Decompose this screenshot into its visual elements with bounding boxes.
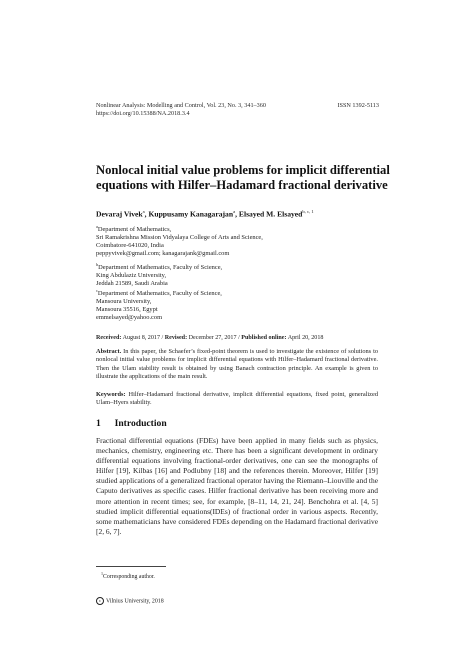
author-2-sup: a bbox=[233, 209, 236, 214]
title-line-2: equations with Hilfer–Hadamard fractional derivative bbox=[96, 178, 388, 192]
date-separator: / bbox=[161, 335, 164, 341]
doi-link[interactable]: https://doi.org/10.15388/NA.2018.3.4 bbox=[96, 110, 190, 117]
received-date: August 8, 2017 bbox=[122, 335, 160, 341]
affiliation-a-line: Coimbatore-641020, India bbox=[96, 242, 164, 250]
affiliation-a-line: Department of Mathematics, bbox=[97, 226, 172, 234]
journal-header bbox=[96, 102, 266, 118]
publication-dates bbox=[96, 335, 323, 341]
affiliation-c-line: Mansoura 35516, Egypt bbox=[96, 306, 158, 314]
author-1-sup: a bbox=[142, 209, 145, 214]
journal-line: Nonlinear Analysis: Modelling and Control, Vol. 23, No. 3, 341–360 bbox=[96, 102, 266, 109]
affiliation-b bbox=[96, 261, 222, 288]
affiliation-b-line: King Abdulaziz University, bbox=[96, 272, 167, 280]
published-label: Published online: bbox=[241, 335, 287, 341]
affiliation-c-line: Department of Mathematics, Faculty of Science, bbox=[97, 290, 222, 298]
author-3-sup: b, c, 1 bbox=[302, 209, 314, 214]
section-heading bbox=[96, 418, 167, 429]
footnote bbox=[101, 571, 155, 580]
revised-date: December 27, 2017 bbox=[188, 335, 237, 341]
keywords-text: Hilfer–Hadamard fractional derivative, implicit differential equations, fixed point, generalized Ulam–Hyers stability. bbox=[96, 391, 378, 407]
affiliation-a-line: Sri Ramakrishna Mission Vidyalaya College of Arts and Science, bbox=[96, 234, 263, 242]
section-number: 1 bbox=[96, 418, 101, 429]
keywords bbox=[96, 391, 378, 408]
copyright-text: Vilnius University, 2018 bbox=[106, 598, 164, 605]
intro-paragraph: Fractional differential equations (FDEs) have been applied in many fields such as physics, mechanics, chemistry, engineering etc. There has been a significant development in ordinary differential equations involving fractional-order derivatives, one can see the monographs of Hilfer [19], Kilbas [16] and Podlubny [18] and the references therein. Moreover, Hilfer [19] studied applications of a generalized fractional operator having the Riemann–Liouville and the Caputo derivatives as specific cases. Hilfer fractional derivative has been receiving more and more attention in recent times; see, for example, [8–11, 14, 21, 24]. Benchohra et al. [4, 5] studied implicit differential equations(IDEs) of fractional order in various aspects. Recently, some mathematicians have considered FDEs depending on the Hadamard fractional derivative [2, 6, 7]. bbox=[96, 436, 378, 536]
published-date: April 20, 2018 bbox=[287, 335, 324, 341]
issn: ISSN 1392-5113 bbox=[337, 102, 379, 109]
keywords-label: Keywords: bbox=[96, 391, 126, 398]
footnote-rule bbox=[96, 566, 166, 567]
section-title: Introduction bbox=[114, 418, 167, 429]
author-list: Devaraj Vivek$^a$, Kuppusamy Kanagarajan$^a$, Elsayed M. Elsayed$^{b, c, 1}$ bbox=[96, 209, 314, 219]
received-label: Received: bbox=[96, 335, 122, 341]
affiliation-c-sup: c bbox=[96, 288, 98, 293]
title-line-1: Nonlocal initial value problems for implicit differential bbox=[96, 163, 390, 177]
abstract-text: In this paper, the Schaefer’s fixed-point theorem is used to investigate the existence of solutions to nonlocal initial value problems for implicit differential equations with Hilfer–Hadamard fractional derivative. Then the Ulam stability result is obtained by using Banach contraction principle. An example is given to illustrate the applications of the main result. bbox=[96, 348, 378, 381]
author-2: Kuppusamy Kanagarajan bbox=[148, 209, 234, 219]
affiliation-b-sup: b bbox=[96, 262, 99, 267]
copyright bbox=[96, 597, 164, 605]
paper-title bbox=[96, 163, 390, 193]
footnote-text: Corresponding author. bbox=[103, 573, 155, 580]
copyright-icon: c bbox=[96, 597, 104, 605]
affiliation-a-email[interactable]: peppyvivek@gmail.com; kanagarajank@gmail.com bbox=[96, 250, 230, 258]
affiliation-a bbox=[96, 223, 263, 259]
author-3: Elsayed M. Elsayed bbox=[238, 209, 303, 219]
affiliation-c-line: Mansoura University, bbox=[96, 298, 152, 306]
abstract-label: Abstract. bbox=[96, 348, 122, 355]
date-separator: / bbox=[238, 335, 240, 341]
affiliation-b-line: Jeddah 21589, Saudi Arabia bbox=[96, 280, 168, 288]
author-1: Devaraj Vivek bbox=[96, 209, 143, 219]
affiliation-b-line: Department of Mathematics, Faculty of Science, bbox=[98, 264, 223, 272]
affiliation-a-sup: a bbox=[96, 224, 98, 229]
affiliation-c bbox=[96, 287, 222, 323]
abstract bbox=[96, 348, 378, 382]
footnote-mark: 1 bbox=[101, 571, 103, 576]
affiliation-c-email[interactable]: emmelsayed@yahoo.com bbox=[96, 314, 163, 322]
revised-label: Revised: bbox=[164, 335, 188, 341]
